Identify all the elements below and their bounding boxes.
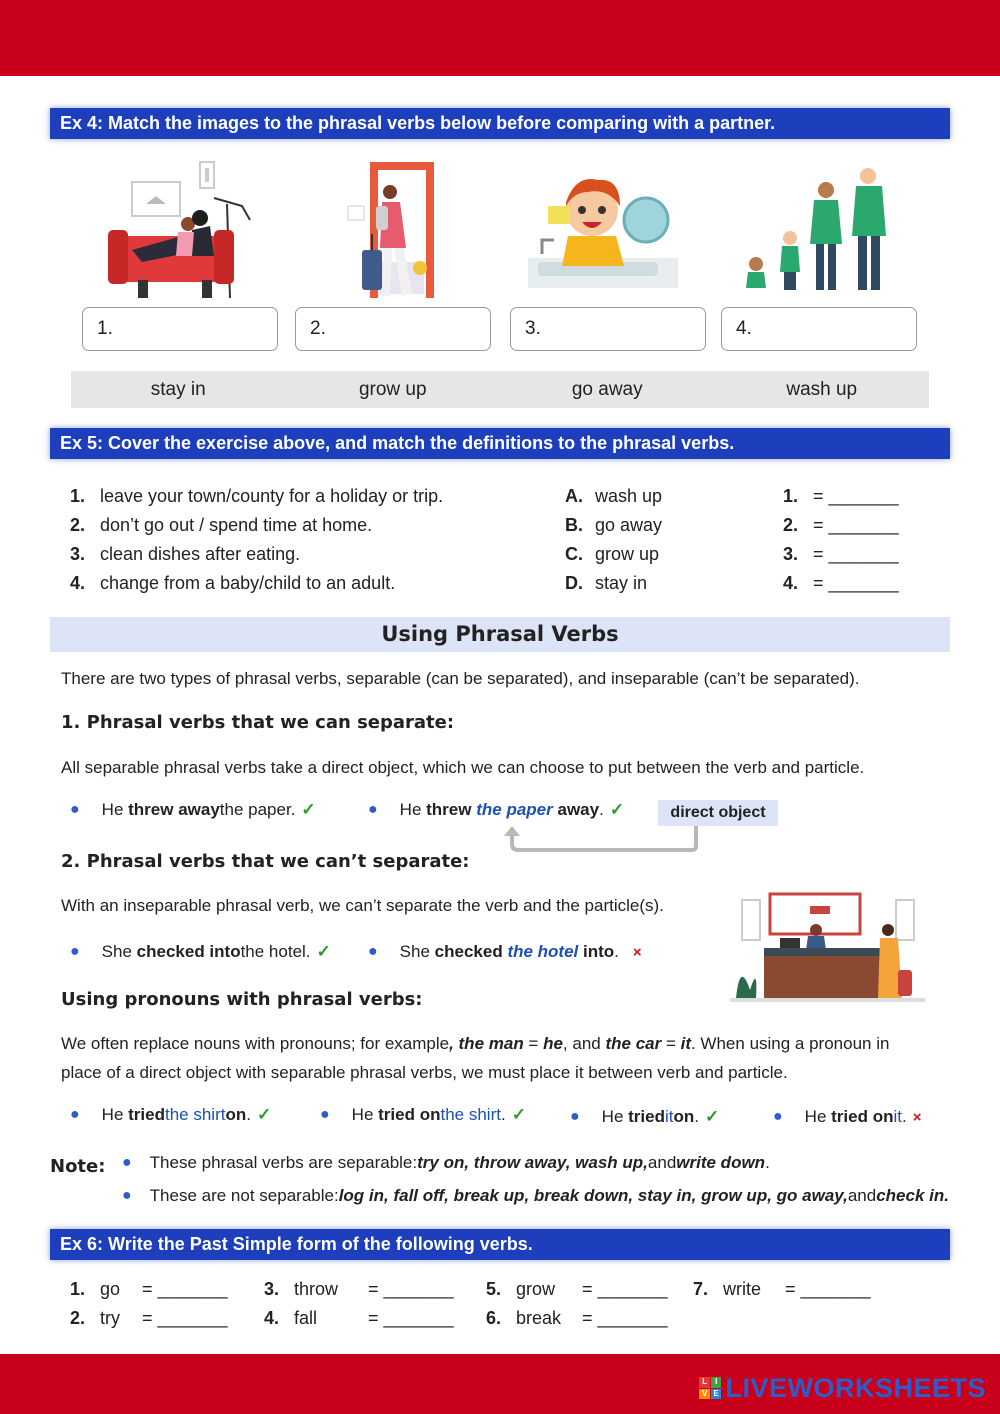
- object-text: the hotel: [507, 942, 579, 961]
- text: She: [399, 942, 430, 961]
- item-num: 4.: [264, 1308, 280, 1328]
- phrasal-verb: tried on: [378, 1105, 441, 1124]
- answer-blank[interactable]: = _______: [368, 1308, 454, 1328]
- text: We often replace nouns with pronouns; for example: [61, 1034, 450, 1053]
- cross-icon: ×: [912, 1108, 922, 1126]
- verb: fall: [294, 1308, 318, 1328]
- text: and: [647, 1153, 677, 1172]
- direct-object-label: direct object: [658, 800, 778, 826]
- text: .: [765, 1153, 770, 1172]
- wash-up-picture: [528, 162, 688, 302]
- option-letter: D.: [565, 573, 583, 593]
- phrasal-verb: tried on: [831, 1107, 894, 1126]
- option-letter: A.: [565, 486, 583, 506]
- ex5-answers: [783, 482, 899, 598]
- ex5-heading: Ex 5: Cover the exercise above, and match the definitions to the phrasal verbs.: [50, 428, 950, 459]
- ex5-options: [565, 482, 662, 598]
- answer-blank[interactable]: = _______: [813, 544, 899, 564]
- verb: go: [100, 1279, 121, 1299]
- word-bank-item: go away: [571, 379, 643, 400]
- bullet-icon: ●: [70, 1106, 80, 1123]
- text: the paper.: [219, 800, 296, 819]
- pronoun-example-2: [320, 1105, 526, 1125]
- answer-blank[interactable]: = _______: [813, 573, 899, 593]
- pronoun-example-4: [773, 1107, 921, 1127]
- text: place of a direct object with separable phrasal verbs, we must place it between verb and particle.: [61, 1063, 788, 1082]
- word-bank-item: stay in: [150, 379, 206, 400]
- pronouns-heading: Using pronouns with phrasal verbs:: [61, 989, 423, 1010]
- text: =: [523, 1034, 544, 1053]
- text: .: [500, 1105, 506, 1124]
- inseparable-example-1: [70, 942, 331, 962]
- answer-box-3[interactable]: 3.: [510, 307, 706, 351]
- verb: throw: [294, 1279, 339, 1299]
- text: He: [399, 800, 422, 819]
- logo-letter: I: [711, 1377, 722, 1388]
- answer-num: 3.: [783, 544, 799, 564]
- stay-in-picture: [102, 160, 262, 300]
- word-bank: [71, 371, 929, 408]
- logo-letter: E: [711, 1389, 722, 1400]
- check-icon: ✓: [316, 942, 331, 961]
- check-icon: ✓: [511, 1105, 526, 1124]
- note-item-2: [122, 1186, 949, 1206]
- verb-list: try on, throw away, wash up,: [417, 1153, 648, 1172]
- phrasal-verb: checked into: [136, 942, 241, 961]
- option-letter: B.: [565, 515, 583, 535]
- text: =: [661, 1034, 681, 1053]
- note-label: Note:: [50, 1156, 106, 1177]
- go-away-picture: [320, 158, 480, 298]
- def-num: 3.: [70, 544, 86, 564]
- arrow-icon: [500, 824, 710, 854]
- word-bank-item: wash up: [786, 379, 858, 400]
- logo-mark-icon: [699, 1377, 721, 1399]
- verb-list: check in.: [876, 1186, 949, 1205]
- verb-list: write down: [676, 1153, 766, 1172]
- item-num: 1.: [70, 1279, 86, 1299]
- answer-blank[interactable]: = _______: [813, 486, 899, 506]
- answer-blank[interactable]: = _______: [582, 1308, 668, 1328]
- text: .: [901, 1107, 907, 1126]
- check-icon: ✓: [301, 800, 316, 819]
- note-item-1: [122, 1153, 770, 1173]
- ex4-heading: Ex 4: Match the images to the phrasal verbs below before comparing with a partner.: [50, 108, 950, 139]
- answer-box-2[interactable]: 2.: [295, 307, 491, 351]
- separable-text: All separable phrasal verbs take a direct object, which we can choose to put between the verb and particle.: [61, 758, 865, 777]
- verb: try: [100, 1308, 120, 1328]
- bullet-icon: ●: [320, 1106, 330, 1123]
- answer-box-4[interactable]: 4.: [721, 307, 917, 351]
- bullet-icon: ●: [122, 1154, 132, 1171]
- def-text: clean dishes after eating.: [100, 544, 301, 564]
- pronouns-text: [61, 1029, 951, 1087]
- particle: on: [673, 1107, 695, 1126]
- answer-num: 4.: [783, 573, 799, 593]
- phrasal-verb: threw away: [128, 800, 220, 819]
- word-bank-item: grow up: [358, 379, 427, 400]
- cross-icon: ×: [632, 943, 642, 961]
- check-icon: ✓: [256, 1105, 272, 1124]
- text: .: [614, 942, 619, 961]
- verb: write: [723, 1279, 762, 1299]
- text: .: [599, 800, 604, 819]
- item-num: 6.: [486, 1308, 502, 1328]
- answer-blank[interactable]: = _______: [582, 1279, 668, 1299]
- separable-example-1: [70, 800, 316, 820]
- verb-list: log in, fall off, break up, break down, stay in, grow up, go away,: [338, 1186, 848, 1205]
- ex6-heading: Ex 6: Write the Past Simple form of the following verbs.: [50, 1229, 950, 1260]
- check-icon: ✓: [609, 800, 625, 819]
- text: He: [101, 800, 124, 819]
- option-text: stay in: [595, 573, 648, 593]
- answer-blank[interactable]: = _______: [142, 1279, 228, 1299]
- ex6-column-3: [486, 1275, 668, 1333]
- option-letter: C.: [565, 544, 583, 564]
- pronoun-example-1: [70, 1105, 271, 1125]
- def-text: leave your town/county for a holiday or trip.: [100, 486, 444, 506]
- hotel-reception-picture: [730, 890, 925, 1002]
- answer-num: 1.: [783, 486, 799, 506]
- verb: break: [516, 1308, 562, 1328]
- particle: away: [557, 800, 600, 819]
- top-red-banner: [0, 0, 1000, 76]
- liveworksheets-logo[interactable]: [699, 1372, 986, 1404]
- particle: into: [583, 942, 615, 961]
- logo-letter: V: [699, 1389, 710, 1400]
- text: and: [847, 1186, 877, 1205]
- pronoun-example: he: [543, 1034, 563, 1053]
- answer-num: 2.: [783, 515, 799, 535]
- bullet-icon: ●: [70, 943, 80, 960]
- answer-blank[interactable]: = _______: [368, 1279, 454, 1299]
- object-text: the paper: [476, 800, 553, 819]
- bullet-icon: ●: [773, 1108, 783, 1125]
- option-text: grow up: [595, 544, 660, 564]
- def-num: 4.: [70, 573, 86, 593]
- def-text: change from a baby/child to an adult.: [100, 573, 396, 593]
- separable-heading: 1. Phrasal verbs that we can separate:: [61, 712, 455, 733]
- answer-box-1[interactable]: 1.: [82, 307, 278, 351]
- intro-text: There are two types of phrasal verbs, separable (can be separated), and inseparable (can’t be separated).: [61, 669, 860, 688]
- text: He: [101, 1105, 124, 1124]
- text: . When using a pronoun in: [690, 1034, 890, 1053]
- noun-example: , the man: [449, 1034, 524, 1053]
- text: .: [694, 1107, 699, 1126]
- inseparable-heading: 2. Phrasal verbs that we can’t separate:: [61, 851, 470, 872]
- text: She: [101, 942, 132, 961]
- text: He: [804, 1107, 827, 1126]
- item-num: 7.: [693, 1279, 709, 1299]
- verb: grow: [516, 1279, 556, 1299]
- pronoun-example-3: [570, 1107, 719, 1127]
- def-num: 2.: [70, 515, 86, 535]
- ex6-column-2: [264, 1275, 454, 1333]
- object-text: the shirt: [164, 1105, 226, 1124]
- answer-blank[interactable]: = _______: [813, 515, 899, 535]
- phrasal-verb: threw: [426, 800, 472, 819]
- object-text: it: [893, 1107, 902, 1126]
- ex6-column-4: [693, 1275, 871, 1304]
- object-text: the shirt: [440, 1105, 501, 1124]
- section-title: Using Phrasal Verbs: [50, 617, 950, 652]
- def-num: 1.: [70, 486, 86, 506]
- bullet-icon: ●: [368, 943, 378, 960]
- pronoun-example: it: [680, 1034, 691, 1053]
- item-num: 2.: [70, 1308, 86, 1328]
- separable-example-2: [368, 800, 624, 820]
- bullet-icon: ●: [570, 1108, 580, 1125]
- option-text: wash up: [595, 486, 663, 506]
- bullet-icon: ●: [122, 1187, 132, 1204]
- item-num: 3.: [264, 1279, 280, 1299]
- ex6-column-1: [70, 1275, 228, 1333]
- text: He: [351, 1105, 374, 1124]
- phrasal-verb: tried: [128, 1105, 165, 1124]
- bullet-icon: ●: [70, 801, 80, 818]
- phrasal-verb: tried: [628, 1107, 665, 1126]
- text: He: [601, 1107, 624, 1126]
- option-text: go away: [595, 515, 663, 535]
- logo-text: LIVEWORKSHEETS: [725, 1372, 986, 1403]
- answer-blank[interactable]: = _______: [785, 1279, 871, 1299]
- answer-blank[interactable]: = _______: [142, 1308, 228, 1328]
- inseparable-text: With an inseparable phrasal verb, we can’t separate the verb and the particle(s).: [61, 896, 664, 915]
- text: the hotel.: [240, 942, 311, 961]
- noun-example: the car: [605, 1034, 662, 1053]
- check-icon: ✓: [705, 1107, 720, 1126]
- text: These are not separable:: [149, 1186, 339, 1205]
- text: , and: [562, 1034, 606, 1053]
- object-text: it: [664, 1107, 674, 1126]
- grow-up-picture: [738, 160, 898, 300]
- item-num: 5.: [486, 1279, 502, 1299]
- particle: on: [225, 1105, 247, 1124]
- ex5-definitions: [70, 482, 443, 598]
- logo-letter: L: [699, 1377, 710, 1388]
- bullet-icon: ●: [368, 801, 378, 818]
- phrasal-verb: checked: [434, 942, 503, 961]
- text: These phrasal verbs are separable:: [149, 1153, 418, 1172]
- text: .: [246, 1105, 251, 1124]
- def-text: don’t go out / spend time at home.: [100, 515, 373, 535]
- inseparable-example-2: [368, 942, 642, 962]
